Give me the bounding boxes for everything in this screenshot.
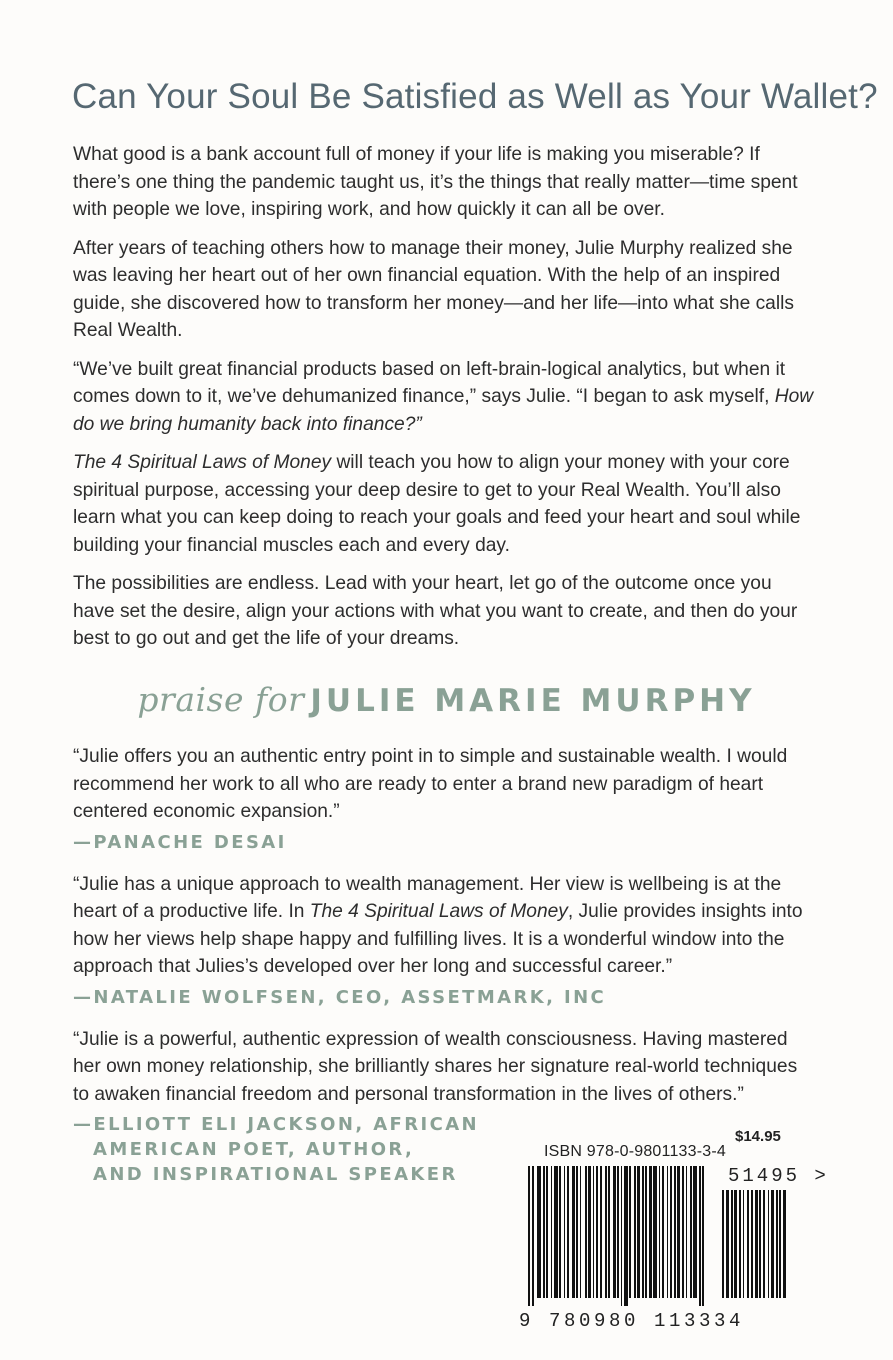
barcode-bar bbox=[722, 1190, 724, 1298]
barcode-bar bbox=[731, 1190, 733, 1298]
testimonial-text: “Julie is a powerful, authentic expression of wealth consciousness. Having mastered her own money relationship, she brilliantly shares her signature real-world techniques to awaken financial freedom and personal transformation in the lives of others.” bbox=[73, 1028, 798, 1105]
isbn-barcode bbox=[528, 1166, 712, 1308]
addon-digits: 51495 > bbox=[728, 1165, 829, 1187]
testimonial-attribution: —PANACHE DESAI bbox=[73, 831, 287, 853]
barcode-bar bbox=[537, 1166, 541, 1298]
testimonial-attribution: —NATALIE WOLFSEN, CEO, ASSETMARK, INC bbox=[73, 986, 607, 1008]
barcode-bar bbox=[613, 1166, 616, 1298]
price-addon-barcode bbox=[722, 1190, 818, 1308]
barcode-bar bbox=[528, 1166, 530, 1306]
testimonial-text bbox=[73, 871, 818, 981]
ean-digits: 9 780980 113334 bbox=[519, 1310, 745, 1332]
barcode-bar bbox=[580, 1166, 581, 1298]
barcode-bar bbox=[759, 1190, 761, 1298]
barcode-bar bbox=[739, 1190, 741, 1298]
barcode-bar bbox=[617, 1166, 619, 1298]
barcode-bar bbox=[659, 1166, 660, 1298]
attribution-line-1: —ELLIOTT ELI JACKSON, AFRICAN bbox=[73, 1114, 480, 1135]
barcode-bar bbox=[645, 1166, 647, 1298]
barcode-bar bbox=[546, 1166, 548, 1298]
barcode-bar bbox=[690, 1166, 692, 1298]
price: $14.95 bbox=[735, 1128, 781, 1145]
description-paragraph-5: The possibilities are endless. Lead with your heart, let go of the outcome once you have set the desire, align your actions with what you want to create, and then do your best to go out and get the life of your dreams. bbox=[73, 573, 798, 649]
barcode-bar bbox=[576, 1166, 578, 1298]
barcode-bar bbox=[564, 1166, 565, 1298]
barcode-bar bbox=[682, 1166, 684, 1298]
barcode-bar bbox=[588, 1166, 591, 1298]
barcode-bar bbox=[734, 1190, 737, 1298]
testimonial-wolfsen bbox=[73, 871, 818, 1010]
headline: Can Your Soul Be Satisfied as Well as Your Wallet? bbox=[72, 77, 878, 116]
barcode-bar bbox=[662, 1166, 664, 1298]
isbn-label: ISBN 978-0-9801133-3-4 bbox=[544, 1143, 726, 1160]
barcode-bar bbox=[551, 1166, 552, 1298]
testimonial-desai bbox=[73, 743, 818, 855]
attribution-line-3: AND INSPIRATIONAL SPEAKER bbox=[93, 1164, 458, 1185]
barcode-bar bbox=[674, 1166, 676, 1298]
barcode-bar bbox=[593, 1166, 594, 1298]
barcode-bar bbox=[743, 1190, 744, 1298]
barcode-bar bbox=[667, 1166, 668, 1298]
barcode-bar bbox=[670, 1166, 672, 1298]
barcode-bar bbox=[559, 1166, 561, 1298]
barcode-bar bbox=[637, 1166, 640, 1298]
barcode-bar bbox=[768, 1190, 769, 1298]
barcode-bar bbox=[572, 1166, 575, 1298]
book-title: The 4 Spiritual Laws of Money bbox=[73, 452, 332, 473]
barcode-bar bbox=[642, 1166, 644, 1298]
testimonial-text: “Julie offers you an authentic entry point in to simple and sustainable wealth. I would recommend her work to all who are ready to enter a brand new paradigm of heart centered economic expansion.” bbox=[73, 746, 788, 822]
barcode-bar bbox=[699, 1166, 701, 1306]
barcode-bar bbox=[600, 1166, 602, 1298]
barcode-bar bbox=[755, 1190, 758, 1298]
barcode-bar bbox=[649, 1166, 652, 1298]
barcode-bar bbox=[702, 1166, 704, 1306]
barcode-bar bbox=[779, 1190, 781, 1298]
description bbox=[73, 141, 818, 664]
barcode-bar bbox=[726, 1190, 729, 1298]
description-paragraph-1: What good is a bank account full of money if your life is making you miserable? If there’s one thing the pandemic taught us, it’s the things that really matter—time spent with people we love, inspiring work, and how quickly it can all be over. bbox=[73, 144, 798, 220]
barcode-bar bbox=[783, 1190, 786, 1298]
barcode-bar bbox=[776, 1190, 778, 1298]
description-paragraph-4 bbox=[73, 449, 818, 559]
barcode-bar bbox=[585, 1166, 587, 1298]
barcode-bar bbox=[747, 1190, 749, 1298]
praise-heading bbox=[0, 680, 893, 719]
julie-quote-text: “We’ve built great financial products based on left-brain-logical analytics, but when it comes down to it, we’ve dehumanized finance,” says Julie. “I began to ask myself, bbox=[73, 358, 786, 407]
testimonial-text-part: “Julie has a unique approach to wealth management. Her view is wellbeing is at the heart of a productive life. In bbox=[73, 873, 782, 922]
barcode-bar bbox=[634, 1166, 636, 1298]
barcode-bar bbox=[605, 1166, 607, 1298]
barcode-bar bbox=[677, 1166, 680, 1298]
barcode-bar bbox=[596, 1166, 598, 1298]
barcode-bar bbox=[693, 1166, 697, 1298]
julie-quote-question: How do we bring humanity back into finance?” bbox=[73, 386, 814, 435]
description-paragraph-3 bbox=[73, 356, 818, 439]
barcode-bar bbox=[608, 1166, 610, 1298]
attribution-line-2: AMERICAN POET, AUTHOR, bbox=[93, 1139, 415, 1160]
description-paragraph-2: After years of teaching others how to manage their money, Julie Murphy realized she was leaving her heart out of her own financial equation. With the help of an inspired guide, she discovered how to transform her money—and her life—into what she calls Real Wealth. bbox=[73, 237, 794, 341]
barcode-bar bbox=[629, 1166, 631, 1298]
barcode-bar bbox=[686, 1166, 687, 1298]
barcode-bar bbox=[532, 1166, 534, 1306]
barcode-bar bbox=[554, 1166, 558, 1298]
testimonial-text-part: , Julie provides insights into how her views help shape happy and fulfilling lives. It is a wonderful window into the approach that Julies’s developed over her long and successful career.” bbox=[73, 901, 803, 977]
barcode-bar bbox=[543, 1166, 545, 1298]
barcode-bar bbox=[624, 1166, 628, 1306]
barcode-bar bbox=[751, 1190, 753, 1298]
barcode-bar bbox=[567, 1166, 569, 1298]
barcode-bar bbox=[771, 1190, 774, 1298]
praise-author-name: JULIE MARIE MURPHY bbox=[310, 683, 756, 719]
barcode-bar bbox=[763, 1190, 765, 1298]
praise-lead: praise for bbox=[137, 680, 305, 719]
book-title: The 4 Spiritual Laws of Money bbox=[309, 901, 568, 922]
book-summary: will teach you how to align your money with your core spiritual purpose, accessing your deep desire to get to your Real Wealth. You’ll also learn what you can keep doing to reach your goals and feed your heart and soul while building your financial muscles each and every day. bbox=[73, 452, 801, 556]
barcode-bar bbox=[653, 1166, 657, 1298]
barcode-bar bbox=[621, 1166, 622, 1306]
